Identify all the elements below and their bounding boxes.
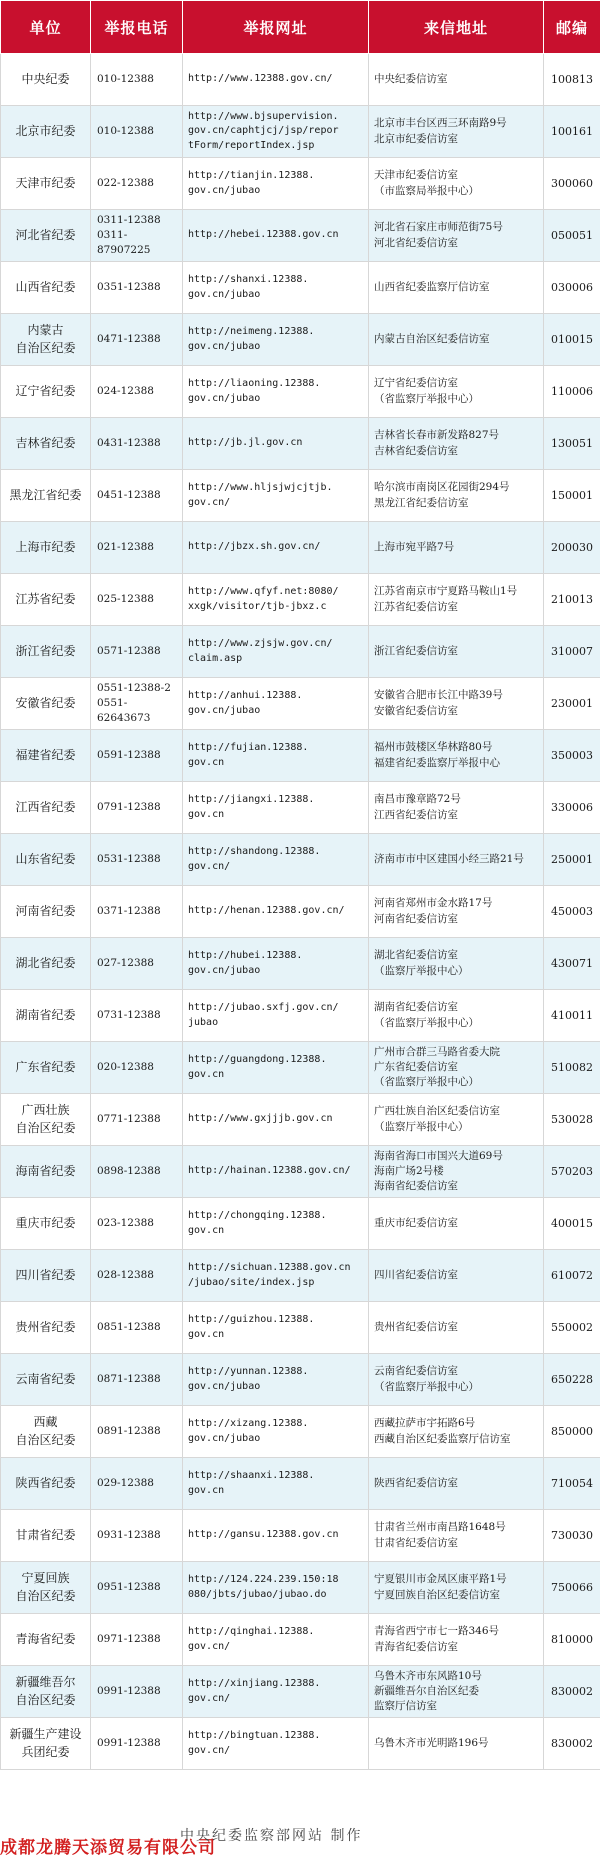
unit-cell: 河南省纪委 bbox=[1, 886, 91, 938]
address-cell: 济南市市中区建国小经三路21号 bbox=[369, 834, 544, 886]
zip-cell: 210013 bbox=[544, 574, 600, 626]
phone-cell: 0898-12388 bbox=[91, 1146, 183, 1198]
zip-cell: 530028 bbox=[544, 1094, 600, 1146]
unit-cell: 北京市纪委 bbox=[1, 106, 91, 158]
address-cell: 四川省纪委信访室 bbox=[369, 1250, 544, 1302]
zip-cell: 850000 bbox=[544, 1406, 600, 1458]
address-cell: 云南省纪委信访室 （省监察厅举报中心） bbox=[369, 1354, 544, 1406]
table-row bbox=[1, 886, 600, 938]
header-unit: 单位 bbox=[1, 1, 91, 54]
unit-cell: 四川省纪委 bbox=[1, 1250, 91, 1302]
unit-cell: 江苏省纪委 bbox=[1, 574, 91, 626]
phone-cell: 0311-12388 0311-87907225 bbox=[91, 210, 183, 262]
zip-cell: 830002 bbox=[544, 1666, 600, 1718]
table-header bbox=[1, 1, 600, 54]
phone-cell: 027-12388 bbox=[91, 938, 183, 990]
address-cell: 湖北省纪委信访室 （监察厅举报中心） bbox=[369, 938, 544, 990]
url-link[interactable]: http://anhui.12388. gov.cn/jubao bbox=[183, 678, 369, 730]
table-row bbox=[1, 834, 600, 886]
zip-cell: 430071 bbox=[544, 938, 600, 990]
phone-cell: 0951-12388 bbox=[91, 1562, 183, 1614]
url-link[interactable]: http://xinjiang.12388. gov.cn/ bbox=[183, 1666, 369, 1718]
unit-cell: 湖北省纪委 bbox=[1, 938, 91, 990]
address-cell: 广州市合群三马路省委大院 广东省纪委信访室 （省监察厅举报中心） bbox=[369, 1042, 544, 1094]
url-link[interactable]: http://neimeng.12388. gov.cn/jubao bbox=[183, 314, 369, 366]
url-link[interactable]: http://www.12388.gov.cn/ bbox=[183, 54, 369, 106]
url-link[interactable]: http://hubei.12388. gov.cn/jubao bbox=[183, 938, 369, 990]
address-cell: 西藏拉萨市宇拓路6号 西藏自治区纪委监察厅信访室 bbox=[369, 1406, 544, 1458]
zip-cell: 400015 bbox=[544, 1198, 600, 1250]
table-row bbox=[1, 1198, 600, 1250]
url-link[interactable]: http://www.qfyf.net:8080/ xxgk/visitor/tjb-jbxz.c bbox=[183, 574, 369, 626]
phone-cell: 0431-12388 bbox=[91, 418, 183, 470]
table-row bbox=[1, 522, 600, 574]
zip-cell: 610072 bbox=[544, 1250, 600, 1302]
table-row bbox=[1, 678, 600, 730]
phone-cell: 0591-12388 bbox=[91, 730, 183, 782]
phone-cell: 0791-12388 bbox=[91, 782, 183, 834]
phone-cell: 0771-12388 bbox=[91, 1094, 183, 1146]
address-cell: 浙江省纪委信访室 bbox=[369, 626, 544, 678]
address-cell: 吉林省长春市新发路827号 吉林省纪委信访室 bbox=[369, 418, 544, 470]
address-cell: 乌鲁木齐市光明路196号 bbox=[369, 1718, 544, 1770]
table-row bbox=[1, 54, 600, 106]
unit-cell: 山西省纪委 bbox=[1, 262, 91, 314]
phone-cell: 010-12388 bbox=[91, 54, 183, 106]
zip-cell: 300060 bbox=[544, 158, 600, 210]
address-cell: 贵州省纪委信访室 bbox=[369, 1302, 544, 1354]
phone-cell: 0471-12388 bbox=[91, 314, 183, 366]
header-phone: 举报电话 bbox=[91, 1, 183, 54]
zip-cell: 350003 bbox=[544, 730, 600, 782]
phone-cell: 025-12388 bbox=[91, 574, 183, 626]
url-link[interactable]: http://jiangxi.12388. gov.cn bbox=[183, 782, 369, 834]
url-link[interactable]: http://fujian.12388. gov.cn bbox=[183, 730, 369, 782]
unit-cell: 贵州省纪委 bbox=[1, 1302, 91, 1354]
table-row bbox=[1, 1094, 600, 1146]
table-row bbox=[1, 990, 600, 1042]
table-row bbox=[1, 314, 600, 366]
table-row bbox=[1, 1042, 600, 1094]
phone-cell: 0731-12388 bbox=[91, 990, 183, 1042]
unit-cell: 云南省纪委 bbox=[1, 1354, 91, 1406]
address-cell: 中央纪委信访室 bbox=[369, 54, 544, 106]
address-cell: 广西壮族自治区纪委信访室 （监察厅举报中心） bbox=[369, 1094, 544, 1146]
zip-cell: 570203 bbox=[544, 1146, 600, 1198]
table-row bbox=[1, 782, 600, 834]
address-cell: 青海省西宁市七一路346号 青海省纪委信访室 bbox=[369, 1614, 544, 1666]
table-row bbox=[1, 366, 600, 418]
url-link[interactable]: http://jb.jl.gov.cn bbox=[183, 418, 369, 470]
address-cell: 陕西省纪委信访室 bbox=[369, 1458, 544, 1510]
address-cell: 北京市丰台区西三环南路9号 北京市纪委信访室 bbox=[369, 106, 544, 158]
phone-cell: 0851-12388 bbox=[91, 1302, 183, 1354]
address-cell: 哈尔滨市南岗区花园街294号 黑龙江省纪委信访室 bbox=[369, 470, 544, 522]
credit-text: 中央纪委监察部网站 制作 bbox=[180, 1825, 362, 1845]
watermark-text: 成都龙腾天添贸易有限公司 bbox=[0, 1833, 216, 1858]
url-link[interactable]: http://shandong.12388. gov.cn/ bbox=[183, 834, 369, 886]
footer bbox=[0, 1821, 600, 1851]
table-row bbox=[1, 730, 600, 782]
phone-cell: 0991-12388 bbox=[91, 1666, 183, 1718]
zip-cell: 100161 bbox=[544, 106, 600, 158]
zip-cell: 150001 bbox=[544, 470, 600, 522]
unit-cell: 海南省纪委 bbox=[1, 1146, 91, 1198]
zip-cell: 030006 bbox=[544, 262, 600, 314]
unit-cell: 甘肃省纪委 bbox=[1, 1510, 91, 1562]
table-row bbox=[1, 1302, 600, 1354]
table-row bbox=[1, 158, 600, 210]
phone-cell: 022-12388 bbox=[91, 158, 183, 210]
unit-cell: 吉林省纪委 bbox=[1, 418, 91, 470]
unit-cell: 新疆维吾尔 自治区纪委 bbox=[1, 1666, 91, 1718]
table-row bbox=[1, 574, 600, 626]
phone-cell: 0871-12388 bbox=[91, 1354, 183, 1406]
table-row bbox=[1, 106, 600, 158]
address-cell: 安徽省合肥市长江中路39号 安徽省纪委信访室 bbox=[369, 678, 544, 730]
zip-cell: 010015 bbox=[544, 314, 600, 366]
unit-cell: 青海省纪委 bbox=[1, 1614, 91, 1666]
zip-cell: 450003 bbox=[544, 886, 600, 938]
zip-cell: 200030 bbox=[544, 522, 600, 574]
address-cell: 南昌市豫章路72号 江西省纪委信访室 bbox=[369, 782, 544, 834]
header-zip: 邮编 bbox=[544, 1, 600, 54]
unit-cell: 广东省纪委 bbox=[1, 1042, 91, 1094]
url-link[interactable]: http://jubao.sxfj.gov.cn/ jubao bbox=[183, 990, 369, 1042]
zip-cell: 330006 bbox=[544, 782, 600, 834]
unit-cell: 安徽省纪委 bbox=[1, 678, 91, 730]
url-link[interactable]: http://chongqing.12388. gov.cn bbox=[183, 1198, 369, 1250]
address-cell: 山西省纪委监察厅信访室 bbox=[369, 262, 544, 314]
unit-cell: 西藏 自治区纪委 bbox=[1, 1406, 91, 1458]
table-row bbox=[1, 470, 600, 522]
unit-cell: 黑龙江省纪委 bbox=[1, 470, 91, 522]
phone-cell: 023-12388 bbox=[91, 1198, 183, 1250]
phone-cell: 0571-12388 bbox=[91, 626, 183, 678]
table-row bbox=[1, 262, 600, 314]
address-cell: 重庆市纪委信访室 bbox=[369, 1198, 544, 1250]
zip-cell: 130051 bbox=[544, 418, 600, 470]
address-cell: 辽宁省纪委信访室 （省监察厅举报中心） bbox=[369, 366, 544, 418]
url-link[interactable]: http://www.zjsjw.gov.cn/ claim.asp bbox=[183, 626, 369, 678]
table-row bbox=[1, 1510, 600, 1562]
zip-cell: 650228 bbox=[544, 1354, 600, 1406]
phone-cell: 0531-12388 bbox=[91, 834, 183, 886]
address-cell: 海南省海口市国兴大道69号 海南广场2号楼 海南省纪委信访室 bbox=[369, 1146, 544, 1198]
phone-cell: 0931-12388 bbox=[91, 1510, 183, 1562]
url-link[interactable]: http://124.224.239.150:18 080/jbts/jubao/jubao.do bbox=[183, 1562, 369, 1614]
url-link[interactable]: http://gansu.12388.gov.cn bbox=[183, 1510, 369, 1562]
unit-cell: 内蒙古 自治区纪委 bbox=[1, 314, 91, 366]
table-row bbox=[1, 1354, 600, 1406]
unit-cell: 上海市纪委 bbox=[1, 522, 91, 574]
url-link[interactable]: http://guizhou.12388. gov.cn bbox=[183, 1302, 369, 1354]
table-row bbox=[1, 1666, 600, 1718]
url-link[interactable]: http://henan.12388.gov.cn/ bbox=[183, 886, 369, 938]
zip-cell: 250001 bbox=[544, 834, 600, 886]
phone-cell: 024-12388 bbox=[91, 366, 183, 418]
zip-cell: 730030 bbox=[544, 1510, 600, 1562]
unit-cell: 中央纪委 bbox=[1, 54, 91, 106]
url-link[interactable]: http://www.gxjjjb.gov.cn bbox=[183, 1094, 369, 1146]
address-cell: 上海市宛平路7号 bbox=[369, 522, 544, 574]
table-row bbox=[1, 938, 600, 990]
phone-cell: 010-12388 bbox=[91, 106, 183, 158]
url-link[interactable]: http://jbzx.sh.gov.cn/ bbox=[183, 522, 369, 574]
address-cell: 河北省石家庄市师范街75号 河北省纪委信访室 bbox=[369, 210, 544, 262]
url-link[interactable]: http://liaoning.12388. gov.cn/jubao bbox=[183, 366, 369, 418]
unit-cell: 宁夏回族 自治区纪委 bbox=[1, 1562, 91, 1614]
zip-cell: 410011 bbox=[544, 990, 600, 1042]
table-row bbox=[1, 210, 600, 262]
unit-cell: 山东省纪委 bbox=[1, 834, 91, 886]
table-row bbox=[1, 1718, 600, 1770]
url-link[interactable]: http://qinghai.12388. gov.cn/ bbox=[183, 1614, 369, 1666]
zip-cell: 710054 bbox=[544, 1458, 600, 1510]
table-body bbox=[1, 54, 600, 1770]
url-link[interactable]: http://hebei.12388.gov.cn bbox=[183, 210, 369, 262]
phone-cell: 028-12388 bbox=[91, 1250, 183, 1302]
header-row bbox=[1, 1, 600, 54]
unit-cell: 湖南省纪委 bbox=[1, 990, 91, 1042]
zip-cell: 550002 bbox=[544, 1302, 600, 1354]
phone-cell: 0351-12388 bbox=[91, 262, 183, 314]
table-row bbox=[1, 1562, 600, 1614]
zip-cell: 750066 bbox=[544, 1562, 600, 1614]
phone-cell: 0451-12388 bbox=[91, 470, 183, 522]
phone-cell: 0891-12388 bbox=[91, 1406, 183, 1458]
unit-cell: 江西省纪委 bbox=[1, 782, 91, 834]
table-row bbox=[1, 1406, 600, 1458]
unit-cell: 陕西省纪委 bbox=[1, 1458, 91, 1510]
address-cell: 湖南省纪委信访室 （省监察厅举报中心） bbox=[369, 990, 544, 1042]
phone-cell: 0991-12388 bbox=[91, 1718, 183, 1770]
table-row bbox=[1, 626, 600, 678]
address-cell: 江苏省南京市宁夏路马鞍山1号 江苏省纪委信访室 bbox=[369, 574, 544, 626]
address-cell: 甘肃省兰州市南昌路1648号 甘肃省纪委信访室 bbox=[369, 1510, 544, 1562]
header-address: 来信地址 bbox=[369, 1, 544, 54]
url-link[interactable]: http://bingtuan.12388. gov.cn/ bbox=[183, 1718, 369, 1770]
address-cell: 福州市鼓楼区华林路80号 福建省纪委监察厅举报中心 bbox=[369, 730, 544, 782]
url-link[interactable]: http://yunnan.12388. gov.cn/jubao bbox=[183, 1354, 369, 1406]
url-link[interactable]: http://guangdong.12388. gov.cn bbox=[183, 1042, 369, 1094]
table-row bbox=[1, 1458, 600, 1510]
url-link[interactable]: http://tianjin.12388. gov.cn/jubao bbox=[183, 158, 369, 210]
unit-cell: 天津市纪委 bbox=[1, 158, 91, 210]
address-cell: 天津市纪委信访室 （市监察局举报中心） bbox=[369, 158, 544, 210]
address-cell: 乌鲁木齐市东风路10号 新疆维吾尔自治区纪委 监察厅信访室 bbox=[369, 1666, 544, 1718]
address-cell: 河南省郑州市金水路17号 河南省纪委信访室 bbox=[369, 886, 544, 938]
unit-cell: 福建省纪委 bbox=[1, 730, 91, 782]
table-row bbox=[1, 1146, 600, 1198]
unit-cell: 重庆市纪委 bbox=[1, 1198, 91, 1250]
zip-cell: 510082 bbox=[544, 1042, 600, 1094]
phone-cell: 020-12388 bbox=[91, 1042, 183, 1094]
unit-cell: 河北省纪委 bbox=[1, 210, 91, 262]
phone-cell: 0971-12388 bbox=[91, 1614, 183, 1666]
unit-cell: 新疆生产建设 兵团纪委 bbox=[1, 1718, 91, 1770]
phone-cell: 021-12388 bbox=[91, 522, 183, 574]
unit-cell: 广西壮族 自治区纪委 bbox=[1, 1094, 91, 1146]
zip-cell: 230001 bbox=[544, 678, 600, 730]
phone-cell: 0551-12388-2 0551-62643673 bbox=[91, 678, 183, 730]
url-link[interactable]: http://sichuan.12388.gov.cn /jubao/site/index.jsp bbox=[183, 1250, 369, 1302]
address-cell: 宁夏银川市金凤区康平路1号 宁夏回族自治区纪委信访室 bbox=[369, 1562, 544, 1614]
unit-cell: 辽宁省纪委 bbox=[1, 366, 91, 418]
url-link[interactable]: http://hainan.12388.gov.cn/ bbox=[183, 1146, 369, 1198]
table-row bbox=[1, 1614, 600, 1666]
zip-cell: 100813 bbox=[544, 54, 600, 106]
url-link[interactable]: http://xizang.12388. gov.cn/jubao bbox=[183, 1406, 369, 1458]
zip-cell: 110006 bbox=[544, 366, 600, 418]
url-link[interactable]: http://www.hljsjwjcjtjb. gov.cn/ bbox=[183, 470, 369, 522]
header-url: 举报网址 bbox=[183, 1, 369, 54]
zip-cell: 050051 bbox=[544, 210, 600, 262]
url-link[interactable]: http://shanxi.12388. gov.cn/jubao bbox=[183, 262, 369, 314]
url-link[interactable]: http://shaanxi.12388. gov.cn bbox=[183, 1458, 369, 1510]
address-cell: 内蒙古自治区纪委信访室 bbox=[369, 314, 544, 366]
table-row bbox=[1, 1250, 600, 1302]
zip-cell: 310007 bbox=[544, 626, 600, 678]
url-link[interactable]: http://www.bjsupervision. gov.cn/caphtjcj/jsp/repor tForm/reportIndex.jsp bbox=[183, 106, 369, 158]
zip-cell: 810000 bbox=[544, 1614, 600, 1666]
table-row bbox=[1, 418, 600, 470]
unit-cell: 浙江省纪委 bbox=[1, 626, 91, 678]
phone-cell: 029-12388 bbox=[91, 1458, 183, 1510]
zip-cell: 830002 bbox=[544, 1718, 600, 1770]
phone-cell: 0371-12388 bbox=[91, 886, 183, 938]
